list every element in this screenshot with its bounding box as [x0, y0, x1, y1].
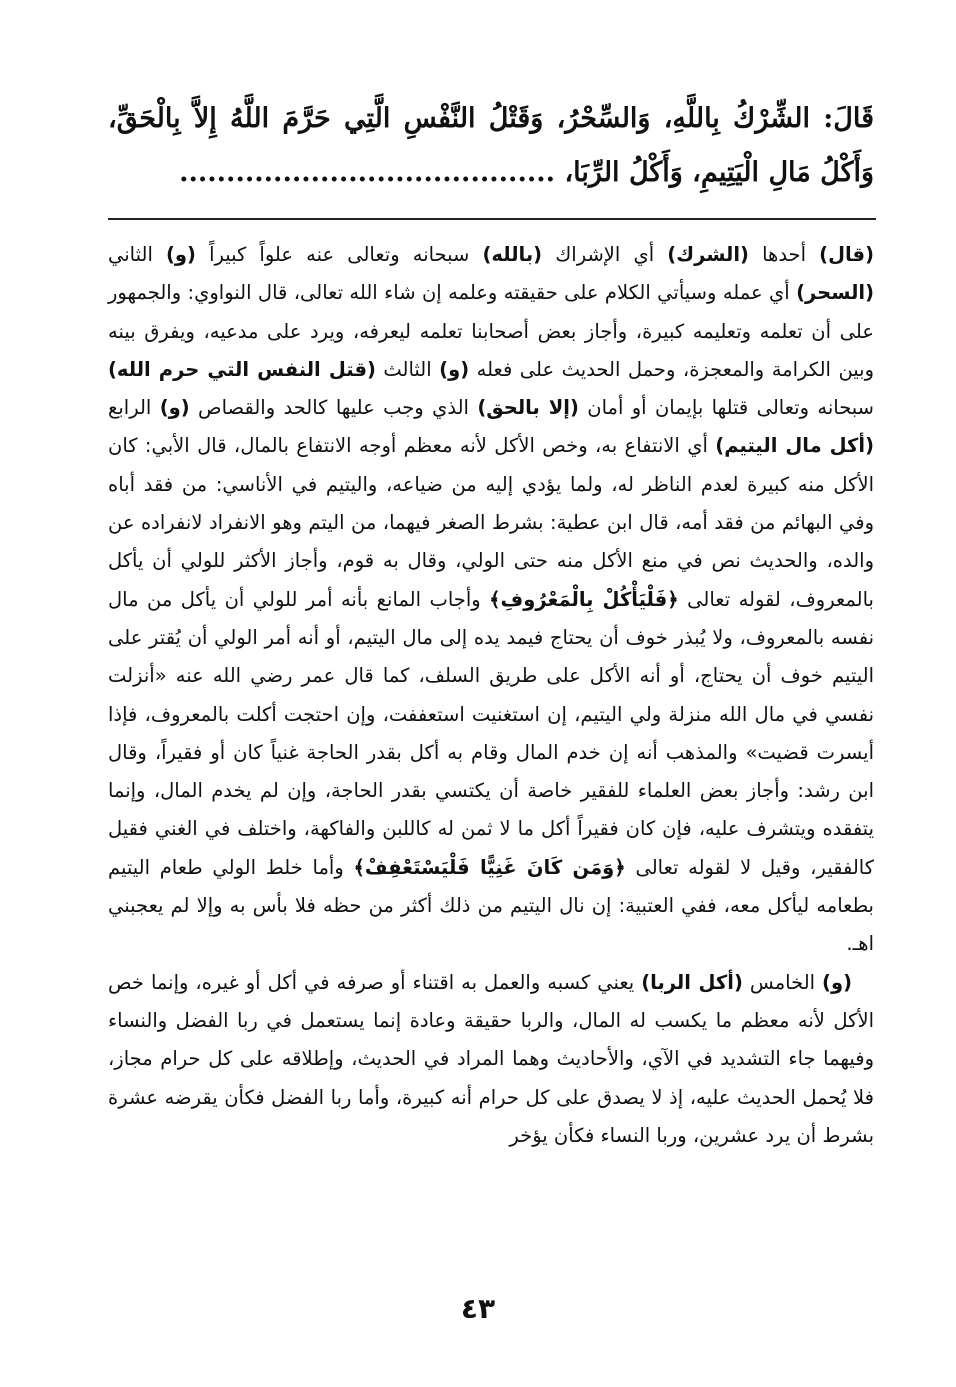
commentary-body: [108, 236, 874, 1155]
ellipsis-dots: ........................................: [179, 157, 556, 188]
bold-term: (قتل النفس التي حرم الله): [108, 357, 376, 381]
commentary-text: يعني كسبه والعمل به اقتناء أو صرفه في أكل أو غيره، وإنما خص الأكل لأنه معظم ما يكسب له المال، والربا حقيقة وعادة إنما يستعمل في ربا الفضل والنساء وفيهما جاء التشديد في الآي، والأحاديث وهما المراد في الحديث، وإطلاقه على كل حرام مجاز، فلا يُحمل الحديث عليه، إذ لا يصدق على كل حرام أنه كبيرة، وأما ربا الفضل فكأن يقرضه عشرة بشرط أن يرد عشرين، وربا النساء فكأن يؤخر: [108, 970, 874, 1147]
commentary-text: الثاني: [108, 243, 166, 266]
commentary-text: وأجاب المانع بأنه أمر للولي أن يأكل من مال نفسه بالمعروف، ولا يُبذر خوف أن يحتاج فيمد يده إلى مال اليتيم، أو أنه أمر الولي أن يُقتر على اليتيم خوف أن يحتاج، أو أنه الأكل على طريق السلف، كما قال عمر رضي الله عنه «أنزلت نفسي في مال الله منزلة ولي اليتيم، إن استغنيت استعففت، وإن احتجت أكلت بالمعروف، فإذا أيسرت قضيت» والمذهب أنه إن خدم المال وقام به أكل بقدر الحاجة غنياً كان أو فقيراً، وقال ابن رشد: وأجاز بعض العلماء للفقير خاصة أن يكتسي بقدر الحاجة، وإن لم يخدم المال، وإنما يتفقده ويتشرف عليه، فإن كان فقيراً أكل ما لا ثمن له كاللبن والفاكهة، واختلف في الغني فقيل كالفقير، وقيل لا لقوله تعالى: [108, 587, 874, 879]
bold-term: (أكل الربا): [641, 970, 743, 994]
bold-term: (أكل مال اليتيم): [715, 434, 874, 458]
bold-term: (و): [439, 357, 470, 381]
bold-term: (قال): [819, 243, 874, 266]
footnote-divider: [108, 218, 876, 220]
commentary-text: أي الانتفاع به، وخص الأكل لأنه معظم أوجه الانتفاع بالمال، قال الأبي: كان الأكل منه كبيرة لعدم الناظر له، ولما يؤدي إليه من ضياعه، واليتيم في الأناسي: من فقد أباه وفي البهائم من فقد أمه، قال ابن عطية: بشرط الصغر فيهما، من اليتم وهو الانفراد لانفراده عن والده، والحديث نص في منع الأكل منه حتى الولي، وقال به قوم، وأجاز الأكثر للولي أن يأكل بالمعروف، لقوله تعالى: [108, 434, 874, 611]
commentary-text: أحدها: [748, 243, 820, 266]
bold-term: (الشرك): [667, 243, 749, 266]
commentary-paragraph-2: [108, 964, 874, 1155]
commentary-text: الرابع: [108, 396, 160, 420]
commentary-text: الذي وجب عليها كالحد والقصاص: [189, 396, 478, 420]
page-number: ٤٣: [460, 1292, 496, 1325]
quran-quote: ﴿وَمَن كَانَ غَنِيًّا فَلْيَسْتَعْفِفْ﴾: [353, 855, 626, 879]
commentary-text: وأما خلط الولي طعام اليتيم بطعامه ليأكل معه، ففي العتبية: إن نال اليتيم من ذلك أكثر من حظه فلا بأس به وإلا لم يعجبني اهـ.: [108, 855, 874, 956]
bold-term: (بالله): [482, 243, 543, 266]
hadith-text: [108, 92, 874, 200]
commentary-text: أي الإشراك: [542, 243, 668, 266]
bold-term: (إلا بالحق): [477, 396, 579, 420]
commentary-text: الثالث: [375, 357, 440, 381]
bold-term: (و): [159, 396, 190, 420]
bold-term: (و): [166, 243, 196, 266]
bold-term: (و): [822, 970, 852, 994]
commentary-text: الخامس: [742, 970, 823, 994]
commentary-text: أي عمله وسيأتي الكلام على حقيقته وعلمه إن شاء الله تعالى، قال النواوي: والجمهور على أن تعلمه وتعليمه كبيرة، وأجاز بعض أصحابنا تعلمه ليعرفه، ويرد على مدعيه، ويفرق بينه وبين الكرامة والمعجزة، وحمل الحديث على فعله: [108, 281, 875, 381]
quran-quote: ﴿فَلْيَأْكُلْ بِالْمَعْرُوفِ﴾: [489, 587, 679, 611]
commentary-text: سبحانه وتعالى عنه علواً كبيراً: [195, 243, 483, 266]
hadith-main-text: قَالَ: الشِّرْكُ بِاللَّهِ، وَالسِّحْرُ، وَقَتْلُ النَّفْسِ الَّتِي حَرَّمَ اللَّهُ إِلاَّ بِالْحَقِّ، وَأَكْلُ مَالِ الْيَتِيمِ، وَأَكْلُ الرِّبَا،: [108, 103, 874, 188]
commentary-paragraph-1: [108, 236, 874, 964]
bold-term: (السحر): [796, 281, 874, 305]
commentary-text: سبحانه وتعالى قتلها بإيمان أو أمان: [578, 396, 875, 420]
